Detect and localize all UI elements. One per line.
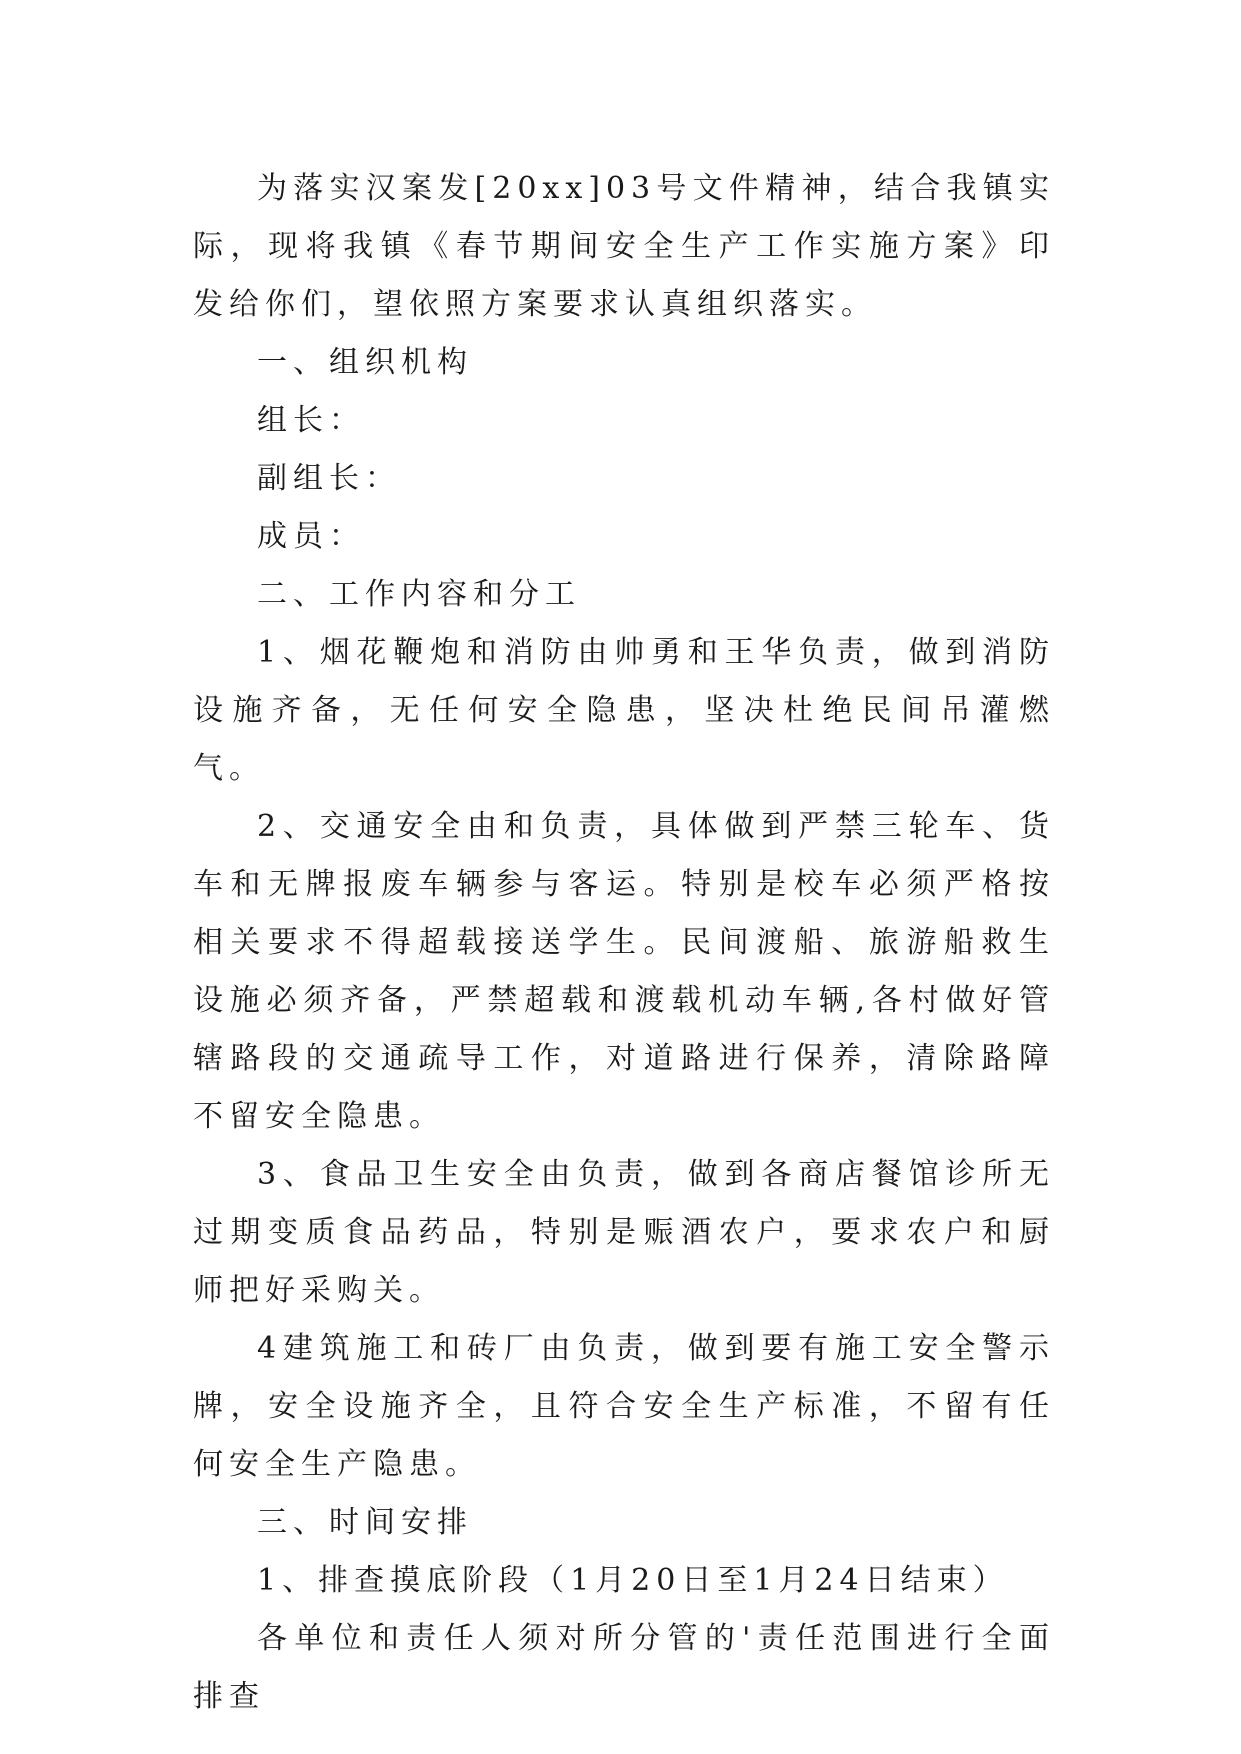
section-heading-schedule: 三、时间安排 [257,1505,473,1540]
work-item-construction: 4建筑施工和砖厂由负责，做到要有施工安全警示牌，安全设施齐全，且符合安全生产标准，不留有任何安全生产隐患。 [193,1331,1055,1482]
leader-label: 组长： [257,403,365,438]
intro-paragraph: 为落实汉案发[20xx]03号文件精神，结合我镇实际，现将我镇《春节期间安全生产工作实施方案》印发给你们，望依照方案要求认真组织落实。 [193,171,1055,322]
deputy-leader-label: 副组长： [257,461,401,496]
work-item-traffic: 2、交通安全由和负责，具体做到严禁三轮车、货车和无牌报废车辆参与客运。特别是校车必须严格按相关要求不得超载接送学生。民间渡船、旅游船救生设施必须齐备，严禁超载和渡载机动车辆,各村做好管辖路段的交通疏导工作，对道路进行保养，清除路障不留安全隐患。 [193,809,1055,1134]
section-heading-organization: 一、组织机构 [257,345,473,380]
document-body [193,160,1055,1726]
work-item-food-safety: 3、食品卫生安全由负责，做到各商店餐馆诊所无过期变质食品药品，特别是赈酒农户，要求农户和厨师把好采购关。 [193,1157,1055,1308]
members-label: 成员： [257,519,365,554]
section-heading-work-content: 二、工作内容和分工 [257,577,581,612]
work-item-fireworks: 1、烟花鞭炮和消防由帅勇和王华负责，做到消防设施齐备，无任何安全隐患，坚决杜绝民间吊灌燃气。 [193,635,1055,786]
phase-heading-investigation: 1、排查摸底阶段（1月20日至1月24日结束） [257,1563,1009,1598]
phase-paragraph-investigation: 各单位和责任人须对所分管的'责任范围进行全面排查 [193,1621,1055,1714]
